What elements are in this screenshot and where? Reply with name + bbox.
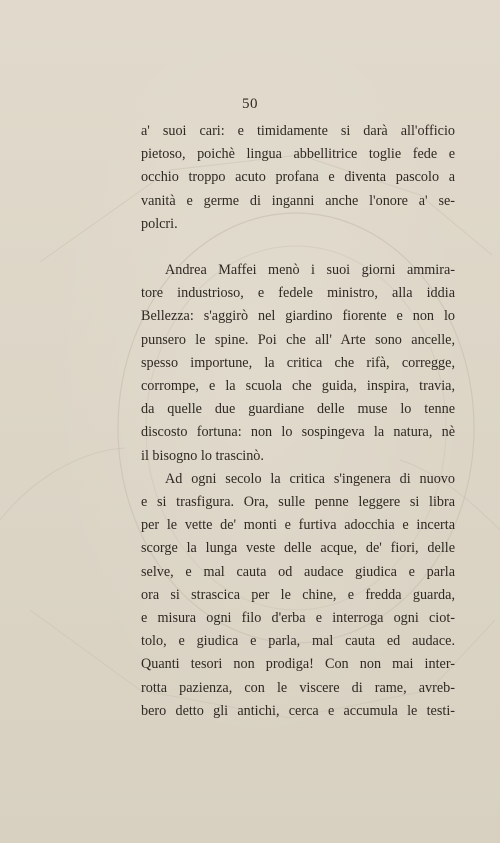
text-line: a' suoi cari: e timidamente si darà all'officio [141,123,455,139]
text-line: corrompe, e la scuola che guida, inspira, travia, [141,378,455,395]
text-line: e misura ogni filo d'erba e interroga ogni ciot- [141,610,455,627]
text-line: punsero le spine. Poi che all' Arte sono ancelle, [141,331,455,348]
text-line: spesso importune, la critica che rifà, corregge, [141,354,455,371]
text-line: Ad ogni secolo la critica s'ingenera di nuovo [165,470,455,487]
body-text [141,120,455,723]
paragraph-3 [141,468,455,723]
text-line: Quanti tesori non prodiga! Con non mai inter- [141,656,455,673]
text-line: rotta pazienza, con le viscere di rame, avreb- [141,679,455,696]
text-line: Bellezza: s'aggirò nel giardino fiorente e non lo [141,308,455,325]
text-line: tore industrioso, e fedele ministro, alla iddia [141,285,455,302]
text-line: da quelle due guardiane delle muse lo tenne [141,401,455,418]
text-line: ora si strascica per le chine, e fredda guarda, [141,586,455,603]
text-line: selve, e mal cauta od audace giudica e parla [141,563,455,580]
paragraph-1 [141,120,455,236]
text-line: per le vette de' monti e furtiva adocchia e incerta [141,517,455,534]
text-line: scorge la lunga veste delle acque, de' fiori, delle [141,540,455,557]
text-line: il bisogno lo trascinò. [141,447,264,464]
text-line: bero detto gli antichi, cerca e accumula le testi- [141,702,455,719]
text-line: occhio troppo acuto profana e diventa pascolo a [141,169,455,186]
text-line: e si trasfigura. Ora, sulle penne leggere si libra [141,494,455,511]
text-line: polcri. [141,215,178,232]
text-line: tolo, e giudica e parla, mal cauta ed audace. [141,633,455,650]
paragraph-2 [141,259,455,468]
page-number: 50 [242,96,258,112]
paragraph-gap [141,236,455,259]
text-line: discosto fortuna: non lo sospingeva la natura, nè [141,424,455,441]
text-line: pietoso, poichè lingua abbellitrice toglie fede e [141,146,455,163]
text-line: vanità e germe di inganni anche l'onore a' se- [141,192,455,209]
text-line: Andrea Maffei menò i suoi giorni ammira- [165,262,455,279]
